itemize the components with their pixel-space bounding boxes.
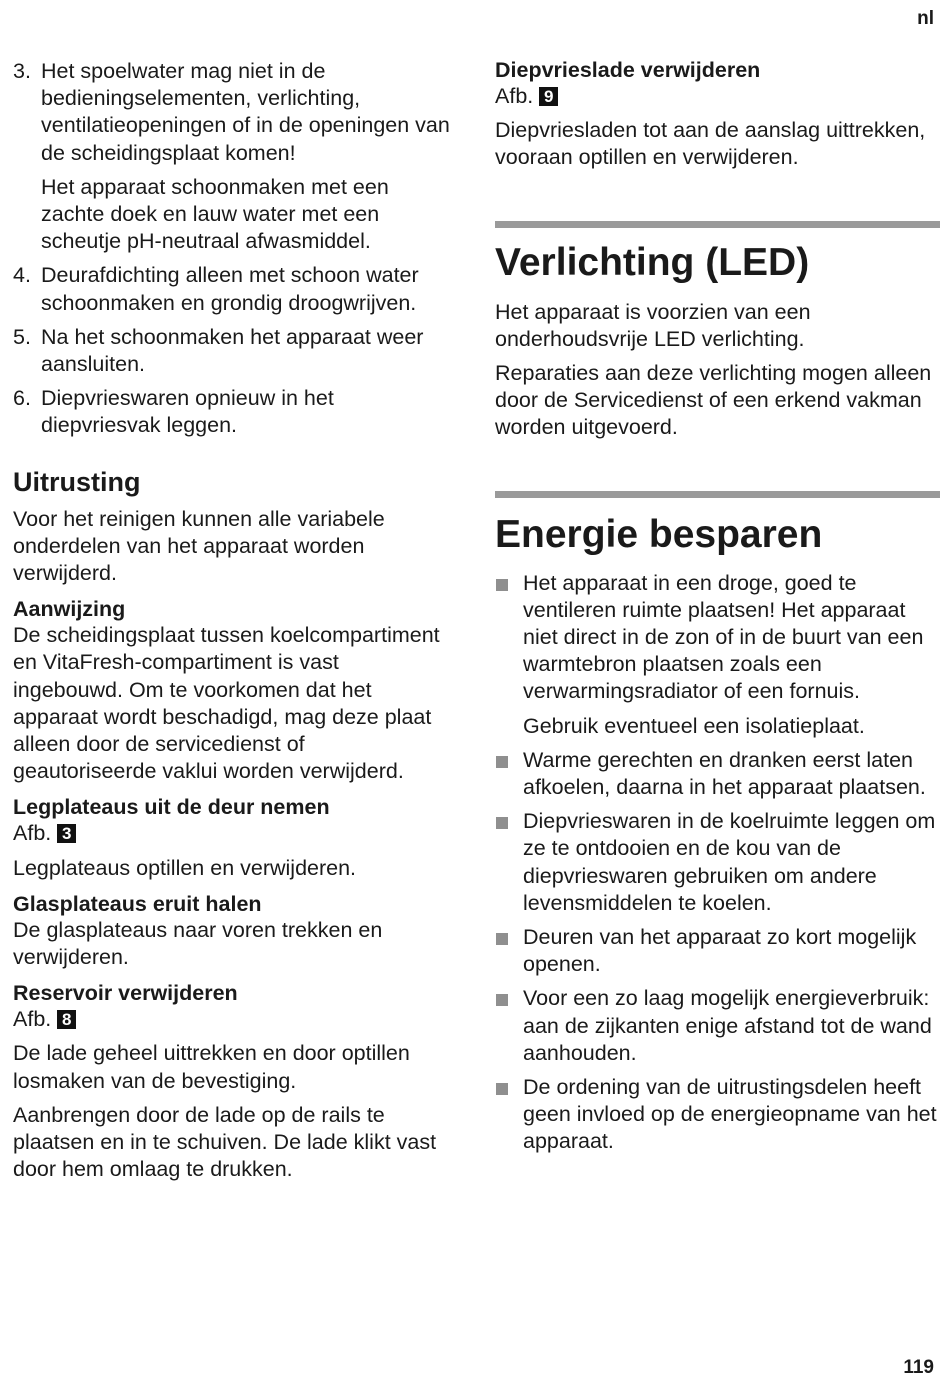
step-text: Diepvrieswaren opnieuw in het diepvriesvak leggen.	[41, 386, 334, 438]
diepvrieslade-figure-ref	[495, 83, 940, 110]
note-heading: Aanwijzing	[13, 597, 126, 622]
section-divider	[495, 221, 940, 228]
glasplateaus-text: De glasplateaus naar voren trekken en verwijderen.	[13, 917, 383, 970]
tip-text: De ordening van de uitrustingsdelen heeft geen invloed op de energieopname van het apparaat.	[523, 1075, 937, 1154]
cleaning-steps	[13, 58, 453, 440]
language-code: nl	[917, 8, 934, 29]
page-number: 119	[903, 1357, 934, 1378]
square-bullet-icon	[496, 756, 508, 768]
left-column	[13, 58, 453, 1184]
tip-text: Voor een zo laag mogelijk energieverbruik: aan de zijkanten enige afstand tot de wand aanhouden.	[523, 986, 932, 1065]
step-number: 3.	[13, 59, 31, 83]
figure-number-badge: 8	[57, 1010, 76, 1029]
led-text-2: Reparaties aan deze verlichting mogen alleen door de Servicedienst of een erkend vakman worden uitgevoerd.	[495, 361, 932, 440]
square-bullet-icon	[496, 817, 508, 829]
reservoir-figure-ref	[13, 1006, 453, 1033]
list-item	[495, 1074, 940, 1156]
afb-label: Afb.	[13, 1007, 52, 1032]
list-item	[495, 747, 940, 801]
tip-subtext: Gebruik eventueel een isolatieplaat.	[523, 713, 865, 738]
list-item	[495, 570, 940, 740]
step-item	[13, 385, 453, 439]
energie-heading: Energie besparen	[495, 512, 823, 556]
list-item	[495, 808, 940, 917]
legplateaus-heading: Legplateaus uit de deur nemen	[13, 795, 330, 820]
step-item	[13, 58, 453, 255]
reservoir-text-2: Aanbrengen door de lade op de rails te plaatsen en in te schuiven. De lade klikt vast door hem omlaag te drukken.	[13, 1102, 437, 1182]
legplateaus-text: Legplateaus optillen en verwijderen.	[13, 855, 357, 880]
right-column	[495, 58, 940, 1163]
diepvrieslade-text: Diepvriesladen tot aan de aanslag uittrekken, vooraan optillen en verwijderen.	[495, 118, 926, 170]
section-divider	[495, 491, 940, 498]
figure-number-badge: 3	[57, 824, 76, 843]
tip-text: Warme gerechten en dranken eerst laten afkoelen, daarna in het apparaat plaatsen.	[523, 747, 926, 800]
square-bullet-icon	[496, 994, 508, 1006]
note-text: De scheidingsplaat tussen koelcompartiment en VitaFresh-compartiment is vast ingebouwd. Om te voorkomen dat het apparaat wordt beschadigd, mag deze plaat alleen door de servicedienst of geautoriseerde vaklui worden verwijderd.	[13, 623, 440, 784]
square-bullet-icon	[496, 579, 508, 591]
step-text: Deurafdichting alleen met schoon water schoonmaken en grondig droogwrijven.	[41, 263, 419, 315]
led-heading: Verlichting (LED)	[495, 240, 810, 284]
reservoir-heading: Reservoir verwijderen	[13, 981, 238, 1006]
led-text-1: Het apparaat is voorzien van een onderhoudsvrije LED verlichting.	[495, 299, 811, 351]
step-number: 6.	[13, 386, 31, 411]
energie-tips	[495, 570, 940, 1156]
square-bullet-icon	[496, 933, 508, 945]
afb-label: Afb.	[495, 84, 534, 108]
step-subtext: Het apparaat schoonmaken met een zachte doek en lauw water met een scheutje pH-neutraal afwasmiddel.	[41, 174, 389, 254]
glasplateaus-heading: Glasplateaus eruit halen	[13, 891, 262, 916]
list-item	[495, 924, 940, 978]
afb-label: Afb.	[13, 821, 52, 846]
step-number: 4.	[13, 263, 31, 288]
step-item	[13, 324, 453, 378]
legplateaus-figure-ref	[13, 820, 453, 847]
tip-text: Het apparaat in een droge, goed te ventileren ruimte plaatsen! Het apparaat niet direct in de zon of in de buurt van een warmtebron plaatsen zoals een verwarmingsradiator of een fornuis.	[523, 570, 924, 704]
uitrusting-intro: Voor het reinigen kunnen alle variabele onderdelen van het apparaat worden verwijderd.	[13, 506, 385, 586]
diepvrieslade-heading: Diepvrieslade verwijderen	[495, 58, 761, 82]
tip-text: Deuren van het apparaat zo kort mogelijk openen.	[523, 925, 917, 977]
uitrusting-heading: Uitrusting	[13, 466, 141, 497]
square-bullet-icon	[496, 1083, 508, 1095]
step-text: Na het schoonmaken het apparaat weer aansluiten.	[41, 324, 424, 377]
reservoir-text-1: De lade geheel uittrekken en door optillen losmaken van de bevestiging.	[13, 1041, 410, 1093]
step-number: 5.	[13, 324, 31, 349]
figure-number-badge: 9	[539, 87, 558, 106]
step-item	[13, 262, 453, 316]
list-item	[495, 985, 940, 1067]
tip-text: Diepvrieswaren in de koelruimte leggen om ze te ontdooien en de kou van de diepvrieswaren gebruiken om andere levensmiddelen te koelen.	[523, 809, 936, 915]
step-text: Het spoelwater mag niet in de bedieningselementen, verlichting, ventilatieopeningen of in de openingen van de scheidingsplaat komen!	[41, 59, 450, 165]
